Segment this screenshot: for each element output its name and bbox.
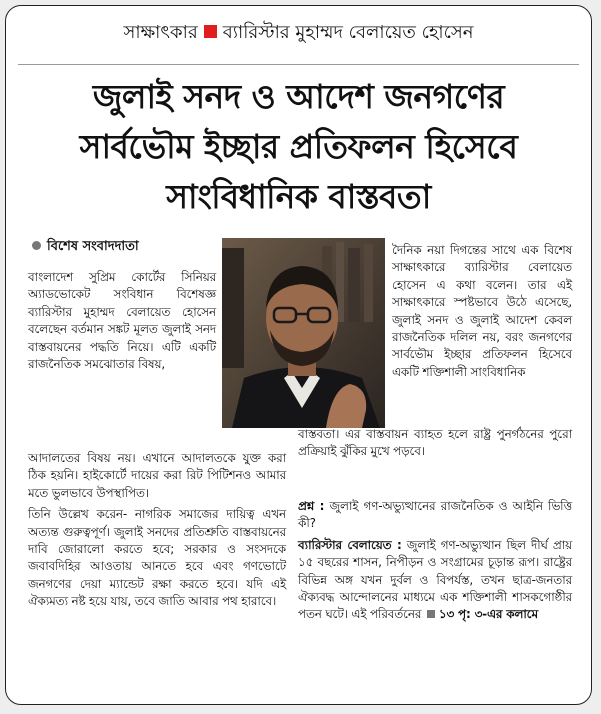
gray-square-icon xyxy=(427,610,435,618)
headline xyxy=(20,72,577,222)
header-divider xyxy=(18,64,579,65)
body-column-left-top xyxy=(28,269,216,377)
answer-label: ব্যারিস্টার বেলায়েত : xyxy=(298,537,402,552)
continuation-note xyxy=(425,607,538,621)
paragraph: তিনি উল্লেখ করেন- নাগরিক সমাজের দায়িত্ব এখন অত্যন্ত গুরুত্বপূর্ণ। জুলাই সনদের প্রতিশ্রুতি বাস্তবায়নের দাবি জোরালো করতে হবে; সরকার ও সংসদকে জবাবদিহির আওতায় আনতে হবে এবং গণভোটে জনগণের দেয়া ম্যান্ডেট রক্ষা করতে হবে। যদি এই ঐক্যমত্য নষ্ট হয়ে যায়, তবে জাতি আবার পথ হারাবে। xyxy=(28,507,286,609)
kicker-interviewee-name: ব্যারিস্টার মুহাম্মদ বেলায়েত হোসেন xyxy=(222,22,474,43)
kicker xyxy=(6,20,591,46)
headline-line-1: জুলাই সনদ ও আদেশ জনগণের xyxy=(92,77,505,116)
question xyxy=(298,498,572,533)
headline-line-2: সার্বভৌম ইচ্ছার প্রতিফলন হিসেবে xyxy=(79,127,518,166)
answer-text: জুলাই গণ-অভ্যুত্থান ছিল দীর্ঘ প্রায় ১৫ বছরের শাসন, নিপীড়ন ও সংগ্রামের চূড়ান্ত রূপ। রাষ্ট্রের বিভিন্ন অঙ্গ যখন দুর্বল ও বিপর্যস্ত, তখন ছাত্র-জনতার ঐক্যবদ্ধ আন্দোলনের মাধ্যমে এক শক্তিশালী শাসকগোষ্ঠীর পতন ঘটে। এই পরিবর্তনের xyxy=(298,537,572,622)
kicker-section-label: সাক্ষাৎকার xyxy=(123,22,198,43)
portrait-illustration xyxy=(222,238,385,428)
body-column-left-bottom xyxy=(28,450,286,615)
body-column-right-bottom xyxy=(298,498,572,628)
continuation-text: ১৩ পৃ: ৩-এর কলামে xyxy=(438,607,538,622)
body-column-right-top xyxy=(392,242,572,385)
answer xyxy=(298,537,572,624)
byline-text: বিশেষ সংবাদদাতা xyxy=(47,239,139,254)
question-text: জুলাই গণ-অভ্যুত্থানের রাজনৈতিক ও আইনি ভিত্তি কী? xyxy=(298,499,572,531)
paragraph: আদালতের বিষয় নয়। এখানে আদালতকে যুক্ত করা ঠিক হয়নি। হাইকোর্টে দায়ের করা রিট পিটিশনও আমার মতে ভুলভাবে উপস্থাপিত। xyxy=(28,451,286,500)
question-label: প্রশ্ন : xyxy=(298,499,325,513)
paragraph: বাংলাদেশ সুপ্রিম কোর্টের সিনিয়র অ্যাডভোকেট সংবিধান বিশেষজ্ঞ ব্যারিস্টার মুহাম্মদ বেলায়েত হোসেন বলেছেন বর্তমান সঙ্কট মূলত জুলাই সনদ বাস্তবায়নের পদ্ধতি নিয়ে। এটি একটি রাজনৈতিক সমঝোতার বিষয়, xyxy=(28,270,216,372)
body-column-right-mid xyxy=(298,426,572,465)
byline xyxy=(32,237,139,258)
news-clipping xyxy=(5,5,592,705)
paragraph: দৈনিক নয়া দিগন্তের সাথে এক বিশেষ সাক্ষাৎকারে ব্যারিস্টার বেলায়েত হোসেন এ কথা বলেন। তার এই সাক্ষাৎকারে স্পষ্টভাবে উঠে এসেছে, জুলাই সনদ ও জুলাই আদেশ কেবল রাজনৈতিক দলিল নয়, বরং জনগণের সার্বভৌম ইচ্ছার প্রতিফলন হিসেবে একটি শক্তিশালী সাংবিধানিক xyxy=(392,243,572,379)
portrait-photo xyxy=(222,238,385,428)
bullet-dot-icon xyxy=(32,241,41,250)
headline-line-3: সাংবিধানিক বাস্তবতা xyxy=(166,177,431,216)
paragraph: বাস্তবতা। এর বাস্তবায়ন ব্যাহত হলে রাষ্ট্র পুনর্গঠনের পুরো প্রক্রিয়াই ঝুঁকির মুখে পড়বে। xyxy=(298,427,572,459)
red-square-icon xyxy=(204,25,217,38)
